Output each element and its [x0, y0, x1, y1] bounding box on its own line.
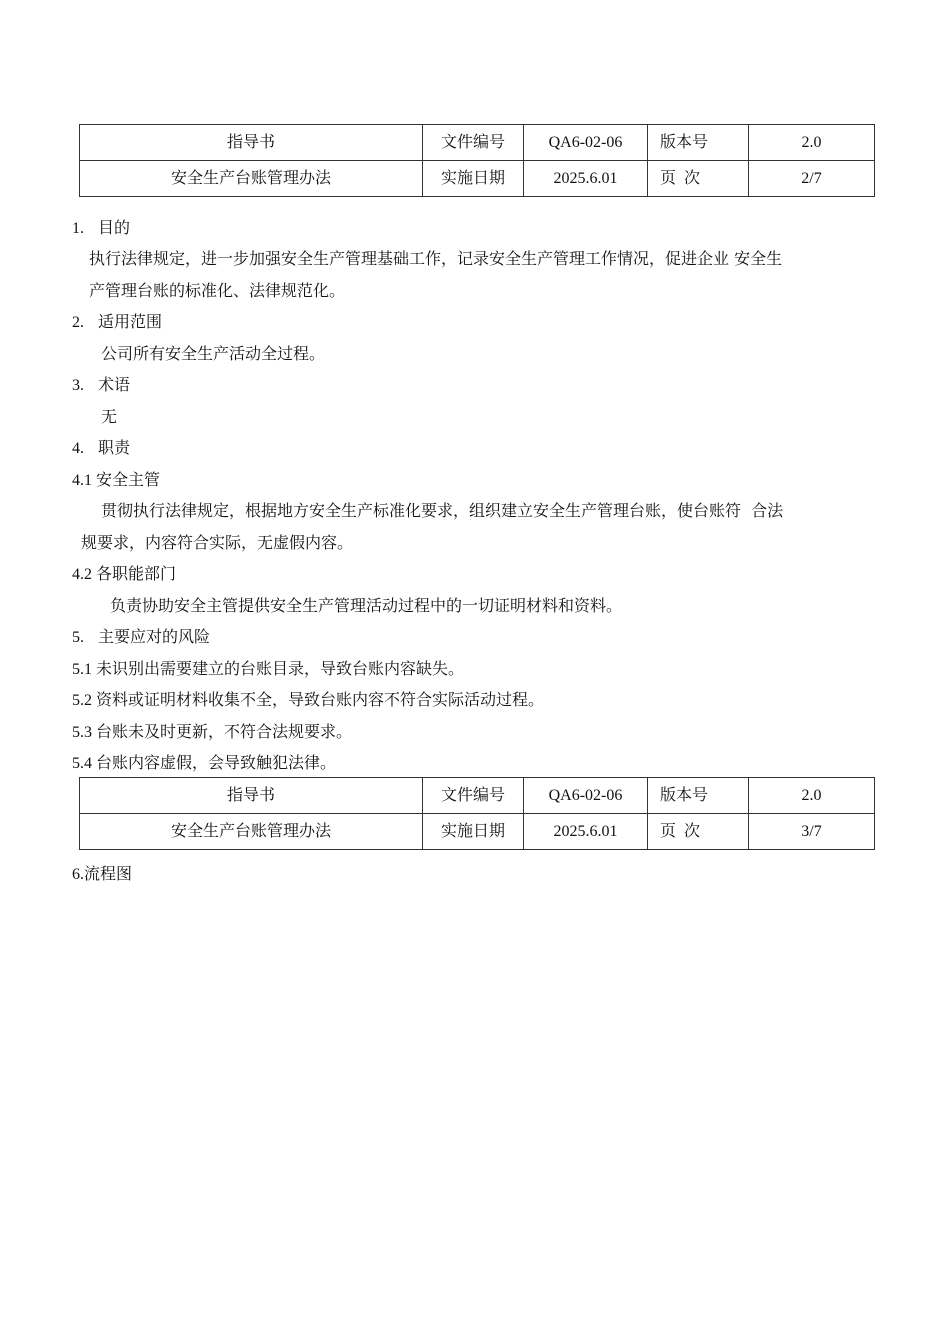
- date-cell: 2025.6.01: [524, 161, 648, 197]
- risk-item-5-3: [72, 722, 352, 743]
- risk-item-number: 5.4: [72, 755, 92, 772]
- date-label-cell: 实施日期: [423, 814, 524, 850]
- risk-item-text: 资料或证明材料收集不全，导致台账内容不符合实际活动过程。: [96, 690, 545, 709]
- section-title: 目的: [98, 218, 131, 237]
- date-cell: 2025.6.01: [524, 814, 648, 850]
- page-number-cell: 2/7: [749, 161, 875, 197]
- doc-title-cell: 安全生产台账管理办法: [80, 814, 423, 850]
- risk-item-number: 5.2: [72, 692, 92, 709]
- page-number-cell: 3/7: [749, 814, 875, 850]
- risk-item-number: 5.3: [72, 724, 92, 741]
- section-title: 术语: [98, 375, 131, 394]
- section-number: 5.: [72, 629, 84, 646]
- date-label-cell: 实施日期: [423, 161, 524, 197]
- doc-title-cell: 安全生产台账管理办法: [80, 161, 423, 197]
- section-3-heading: [72, 375, 130, 396]
- subsection-4-2-body: 负责协助安全主管提供安全生产管理活动过程中的一切证明材料和资料。: [110, 596, 623, 615]
- risk-item-text: 台账未及时更新，不符合法规要求。: [96, 722, 353, 741]
- version-label-cell: 版本号: [648, 778, 749, 814]
- subsection-4-2-heading: [72, 564, 176, 585]
- version-cell: 2.0: [749, 125, 875, 161]
- section-title: 主要应对的风险: [98, 627, 211, 646]
- risk-item-text: 台账内容虚假，会导致触犯法律。: [96, 753, 337, 772]
- doc-no-label-cell: 文件编号: [423, 125, 524, 161]
- subsection-4-1-heading: [72, 470, 160, 491]
- section-number: 2.: [72, 314, 84, 331]
- subsection-title: 各职能部门: [96, 564, 177, 583]
- section-4-heading: [72, 438, 130, 459]
- header-row-1: [80, 125, 875, 161]
- section-1-body-line-2: 产管理台账的标准化、法律规范化。: [89, 281, 346, 300]
- doc-type-cell: 指导书: [80, 125, 423, 161]
- section-title: 流程图: [84, 864, 133, 883]
- risk-item-text: 未识别出需要建立的台账目录，导致台账内容缺失。: [96, 659, 465, 678]
- section-number: 6.: [72, 866, 84, 883]
- section-title: 职责: [98, 438, 131, 457]
- section-number: 4.: [72, 440, 84, 457]
- risk-item-5-1: [72, 659, 464, 680]
- version-label-cell: 版本号: [648, 125, 749, 161]
- page-label-cell: 页 次: [648, 814, 749, 850]
- section-2-heading: [72, 312, 162, 333]
- header-row-2: [80, 161, 875, 197]
- doc-no-cell: QA6-02-06: [524, 125, 648, 161]
- section-1-body-line-1: 执行法律规定，进一步加强安全生产管理基础工作，记录安全生产管理工作情况，促进企业 安全生: [89, 249, 783, 268]
- section-2-body: 公司所有安全生产活动全过程。: [101, 344, 326, 363]
- section-number: 1.: [72, 220, 84, 237]
- doc-type-cell: 指导书: [80, 778, 423, 814]
- subsection-number: 4.2: [72, 566, 92, 583]
- doc-no-cell: QA6-02-06: [524, 778, 648, 814]
- doc-no-label-cell: 文件编号: [423, 778, 524, 814]
- section-6-heading: [72, 864, 132, 885]
- section-1-heading: [72, 218, 130, 239]
- section-3-body: 无: [101, 407, 118, 426]
- subsection-4-1-body-line-1: 贯彻执行法律规定，根据地方安全生产标准化要求，组织建立安全生产管理台账，使台账符 合法: [101, 501, 784, 520]
- version-cell: 2.0: [749, 778, 875, 814]
- risk-item-5-4: [72, 753, 336, 774]
- document-header-table: [79, 124, 875, 197]
- header-row-2: [80, 814, 875, 850]
- subsection-4-1-body-line-2: 规要求，内容符合实际，无虚假内容。: [81, 533, 354, 552]
- risk-item-5-2: [72, 690, 544, 711]
- subsection-title: 安全主管: [96, 470, 161, 489]
- subsection-number: 4.1: [72, 472, 92, 489]
- section-number: 3.: [72, 377, 84, 394]
- page-label-cell: 页 次: [648, 161, 749, 197]
- document-header-table: [79, 777, 875, 850]
- risk-item-number: 5.1: [72, 661, 92, 678]
- header-row-1: [80, 778, 875, 814]
- section-5-heading: [72, 627, 210, 648]
- section-title: 适用范围: [98, 312, 163, 331]
